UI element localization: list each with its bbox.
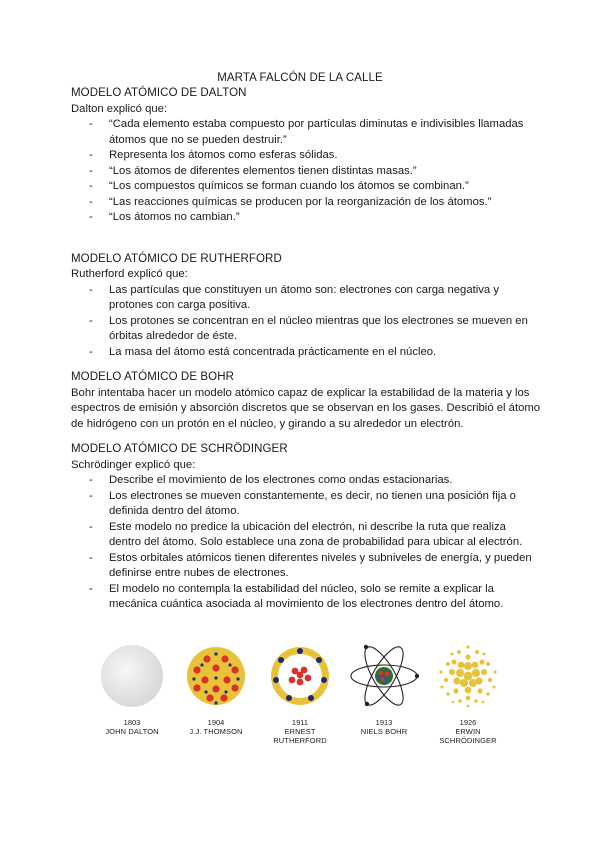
section-heading-rutherford: MODELO ATÓMICO DE RUTHERFORD (71, 252, 282, 265)
model-name: ERWIN SCHRÖDINGER (439, 727, 497, 745)
list-item: - Este modelo no predice la ubicación del electrón, ni describe la ruta que realiza dentro del átomo. Solo establece una zona de probabilidad para ubicar al electrón. (71, 520, 541, 551)
section-intro-schrodinger: Schrödinger explicó que: (71, 458, 196, 471)
model-year: 1803 (123, 718, 141, 727)
document-title: MARTA FALCÓN DE LA CALLE (217, 72, 383, 84)
model-year: 1926 (459, 718, 477, 727)
model-year: 1904 (207, 718, 225, 727)
thomson-plum-pudding-icon (180, 640, 252, 712)
section-rutherford (71, 252, 541, 361)
list-item: - “Las reacciones químicas se producen por la reorganización de los átomos.” (71, 195, 541, 211)
model-thomson (174, 640, 258, 736)
model-year: 1913 (375, 718, 393, 727)
list-item: - “Los átomos de diferentes elementos tienen distintas masas.” (71, 164, 541, 180)
list-item: - Los protones se concentran en el núcleo mientras que los electrones se mueven en órbitas alrededor de éste. (71, 314, 541, 345)
list-item: - La masa del átomo está concentrada prácticamente en el núcleo. (71, 345, 541, 361)
section-intro-rutherford: Rutherford explicó que: (71, 268, 188, 280)
list-item: - Estos orbitales atómicos tienen diferentes niveles y subniveles de energía, y pueden definirse entre nubes de electrones. (71, 551, 541, 582)
model-year: 1911 (291, 718, 309, 727)
list-schrodinger (71, 473, 541, 613)
list-item: - Representa los átomos como esferas sólidas. (71, 148, 541, 164)
list-item: - El modelo no contempla la estabilidad del núcleo, solo se remite a explicar la mecánica cuántica asociada al movimiento de los electrones dentro del átomo. (71, 582, 541, 613)
section-intro-dalton: Dalton explicó que: (71, 102, 168, 115)
section-bohr (71, 370, 541, 432)
model-dalton (90, 640, 174, 736)
bohr-orbits-icon (348, 640, 420, 712)
model-bohr (342, 640, 426, 736)
list-item: - Las partículas que constituyen un átomo son: electrones con carga negativa y protones con carga positiva. (71, 283, 541, 314)
rutherford-nucleus-icon (264, 640, 336, 712)
model-name: ERNEST RUTHERFORD (273, 727, 327, 745)
list-item: - “Los átomos no cambian.” (71, 210, 541, 226)
section-dalton (71, 86, 541, 226)
list-item: - “Cada elemento estaba compuesto por partículas diminutas e indivisibles llamadas átomos que no se pueden destruir.” (71, 117, 541, 148)
section-heading-dalton: MODELO ATÓMICO DE DALTON (71, 87, 247, 99)
dalton-sphere-icon (96, 640, 168, 712)
schrodinger-cloud-icon (432, 640, 504, 712)
model-schrodinger (426, 640, 510, 745)
list-rutherford (71, 283, 541, 361)
list-dalton (71, 117, 541, 226)
section-heading-schrodinger: MODELO ATÓMICO DE SCHRÖDINGER (71, 443, 288, 455)
atomic-models-figure (90, 640, 510, 755)
list-item: - Describe el movimiento de los electrones como ondas estacionarias. (71, 473, 541, 489)
model-name: JOHN DALTON (105, 727, 159, 736)
section-text-bohr: Bohr intentaba hacer un modelo atómico capaz de explicar la estabilidad de la materia y los espectros de emisión y absorción discretos que se observan en los gases. Describió el átomo de hidrógeno con un protón en el núcleo, y girando a su alrededor un electrón. (71, 386, 541, 430)
model-name: NIELS BOHR (360, 727, 408, 736)
list-item: - Los electrones se mueven constantemente, es decir, no tienen una posición fija o definida dentro del átomo. (71, 489, 541, 520)
document-body (71, 86, 541, 613)
section-schrodinger (71, 442, 541, 613)
model-rutherford (258, 640, 342, 745)
section-heading-bohr: MODELO ATÓMICO DE BOHR (71, 371, 235, 383)
list-item: - “Los compuestos químicos se forman cuando los átomos se combinan.” (71, 179, 541, 195)
model-name: J.J. THOMSON (189, 727, 243, 736)
